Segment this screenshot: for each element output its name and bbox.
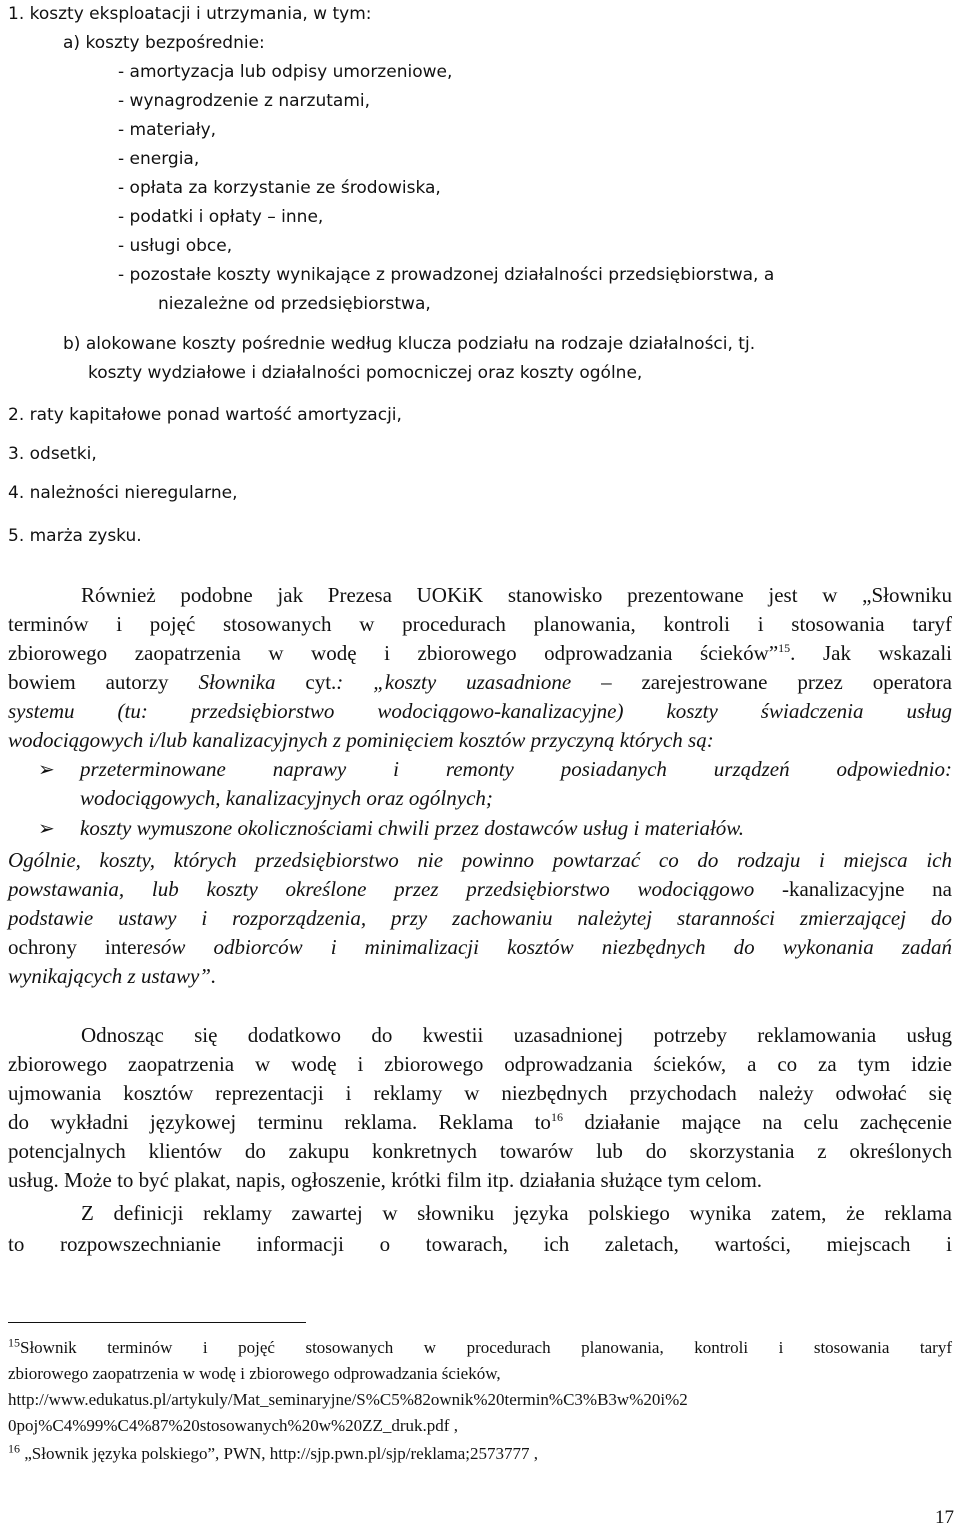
bullet-text: koszty wymuszone okolicznościami chwili przez dostawców usług i materiałów. bbox=[80, 816, 745, 840]
bullet-arrow-icon: ➢ bbox=[38, 816, 55, 840]
para1-line: terminów i pojęć stosowanych w procedurach planowania, kontroli i stosowania taryf bbox=[8, 612, 952, 636]
page-number: 17 bbox=[935, 1507, 954, 1528]
footnote-text: Słownik terminów i pojęć stosowanych w procedurach planowania, kontroli i stosowania taryf bbox=[20, 1338, 952, 1357]
sub-item: - amortyzacja lub odpisy umorzeniowe, bbox=[118, 62, 453, 82]
para1-line bbox=[8, 937, 952, 958]
footnote-text: „Słownik języka polskiego”, PWN, http://sjp.pwn.pl/sjp/reklama;2573777 , bbox=[20, 1444, 538, 1463]
footnote-16 bbox=[8, 1441, 538, 1463]
para2-line: Odnosząc się dodatkowo do kwestii uzasadnionej potrzeby reklamowania usług bbox=[81, 1023, 952, 1047]
para1-italic: : „koszty uzasadnione bbox=[336, 670, 572, 694]
list-item-5: 5. marża zysku. bbox=[8, 526, 142, 546]
para1-line bbox=[8, 643, 952, 664]
footnote-url: 0poj%C4%99%C4%87%20stosowanych%20w%20ZZ_druk.pdf , bbox=[8, 1416, 458, 1435]
para2-line: zbiorowego zaopatrzenia w wodę i zbiorowego odprowadzania ścieków, a co za tym idzie bbox=[8, 1052, 952, 1076]
para1-line: wynikających z ustawy”. bbox=[8, 964, 217, 988]
bullet-text: wodociągowych, kanalizacyjnych oraz ogólnych; bbox=[80, 786, 493, 810]
para1-text: bowiem autorzy bbox=[8, 670, 199, 694]
sub-item: - usługi obce, bbox=[118, 236, 233, 256]
para1-text: – zarejestrowane przez operatora bbox=[571, 670, 952, 694]
list-item-4: 4. należności nieregularne, bbox=[8, 483, 238, 503]
para1-text: cyt. bbox=[275, 670, 337, 694]
para1-italic: Słownika bbox=[198, 670, 276, 694]
sub-item: - podatki i opłaty – inne, bbox=[118, 207, 324, 227]
para1-text: . Jak wskazali bbox=[790, 641, 952, 665]
list-item-1b-continuation: koszty wydziałowe i działalności pomocniczej oraz koszty ogólne, bbox=[88, 363, 643, 383]
bullet-arrow-icon: ➢ bbox=[38, 757, 55, 781]
para1-line: systemu (tu: przedsiębiorstwo wodociągowo-kanalizacyjne) koszty świadczenia usług bbox=[8, 699, 952, 723]
para1-text: -kanalizacyjne na bbox=[781, 877, 952, 901]
para1-italic: esów odbiorców i minimalizacji kosztów niezbędnych do wykonania zadań bbox=[143, 935, 952, 959]
para1-text: zbiorowego zaopatrzenia w wodę i zbiorowego odprowadzania ścieków” bbox=[8, 641, 779, 665]
para1-line: wodociągowych i/lub kanalizacyjnych z pominięciem kosztów przyczyną których są: bbox=[8, 728, 714, 752]
para1-text: ochrony inter bbox=[8, 935, 144, 959]
para1-line: Ogólnie, koszty, których przedsiębiorstwo nie powinno powtarzać co do rodzaju i miejsca ich bbox=[8, 848, 952, 872]
list-item-1: 1. koszty eksploatacji i utrzymania, w tym: bbox=[8, 4, 372, 24]
footnote-ref-16: 16 bbox=[550, 1110, 563, 1124]
list-item-2: 2. raty kapitałowe ponad wartość amortyzacji, bbox=[8, 405, 402, 425]
para2-line: ujmowania kosztów reprezentacji i reklamy w niezbędnych przychodach należy odwołać się bbox=[8, 1081, 952, 1105]
footnote-separator bbox=[8, 1322, 306, 1323]
para1-line bbox=[8, 879, 952, 900]
sub-item: - wynagrodzenie z narzutami, bbox=[118, 91, 371, 111]
para2-text: do wykładni językowej terminu reklama. Reklama to bbox=[8, 1110, 551, 1134]
sub-item-continuation: niezależne od przedsiębiorstwa, bbox=[158, 294, 431, 314]
para3-line: Z definicji reklamy zawartej w słowniku języka polskiego wynika zatem, że reklama bbox=[81, 1201, 952, 1225]
footnote-url: http://www.edukatus.pl/artykuly/Mat_seminaryjne/S%C5%82ownik%20termin%C3%B3w%20i%2 bbox=[8, 1390, 688, 1409]
list-item-3: 3. odsetki, bbox=[8, 444, 97, 464]
para2-line bbox=[8, 1112, 952, 1133]
para2-line: potencjalnych klientów do zakupu konkretnych towarów lub do skorzystania z określonych bbox=[8, 1139, 952, 1163]
footnote-text: zbiorowego zaopatrzenia w wodę i zbiorowego odprowadzania ścieków, bbox=[8, 1364, 501, 1383]
para1-line: Również podobne jak Prezesa UOKiK stanowisko prezentowane jest w „Słowniku bbox=[81, 583, 952, 607]
bullet-text: przeterminowane naprawy i remonty posiadanych urządzeń odpowiednio: bbox=[80, 757, 952, 781]
footnote-15 bbox=[8, 1335, 952, 1357]
sub-item: - opłata za korzystanie ze środowiska, bbox=[118, 178, 441, 198]
sub-item: - pozostałe koszty wynikające z prowadzonej działalności przedsiębiorstwa, a bbox=[118, 265, 775, 285]
sub-item: - materiały, bbox=[118, 120, 217, 140]
para2-line: usług. Może to być plakat, napis, ogłoszenie, krótki film itp. działania służące tym celom. bbox=[8, 1168, 763, 1192]
para1-line bbox=[8, 672, 952, 693]
para1-italic: powstawania, lub koszty określone przez przedsiębiorstwo wodociągowo bbox=[8, 877, 782, 901]
footnote-number: 16 bbox=[8, 1441, 20, 1456]
para3-line: to rozpowszechnianie informacji o towarach, ich zaletach, wartości, miejscach i bbox=[8, 1232, 952, 1256]
footnote-ref-15: 15 bbox=[778, 641, 791, 655]
para2-text: działanie mające na celu zachęcenie bbox=[562, 1110, 952, 1134]
sub-item: - energia, bbox=[118, 149, 200, 169]
list-item-1b: b) alokowane koszty pośrednie według klucza podziału na rodzaje działalności, tj. bbox=[63, 334, 756, 354]
para1-line: podstawie ustawy i rozporządzenia, przy zachowaniu należytej staranności zmierzającej do bbox=[8, 906, 952, 930]
footnote-number: 15 bbox=[8, 1335, 20, 1350]
list-item-1a: a) koszty bezpośrednie: bbox=[63, 33, 265, 53]
